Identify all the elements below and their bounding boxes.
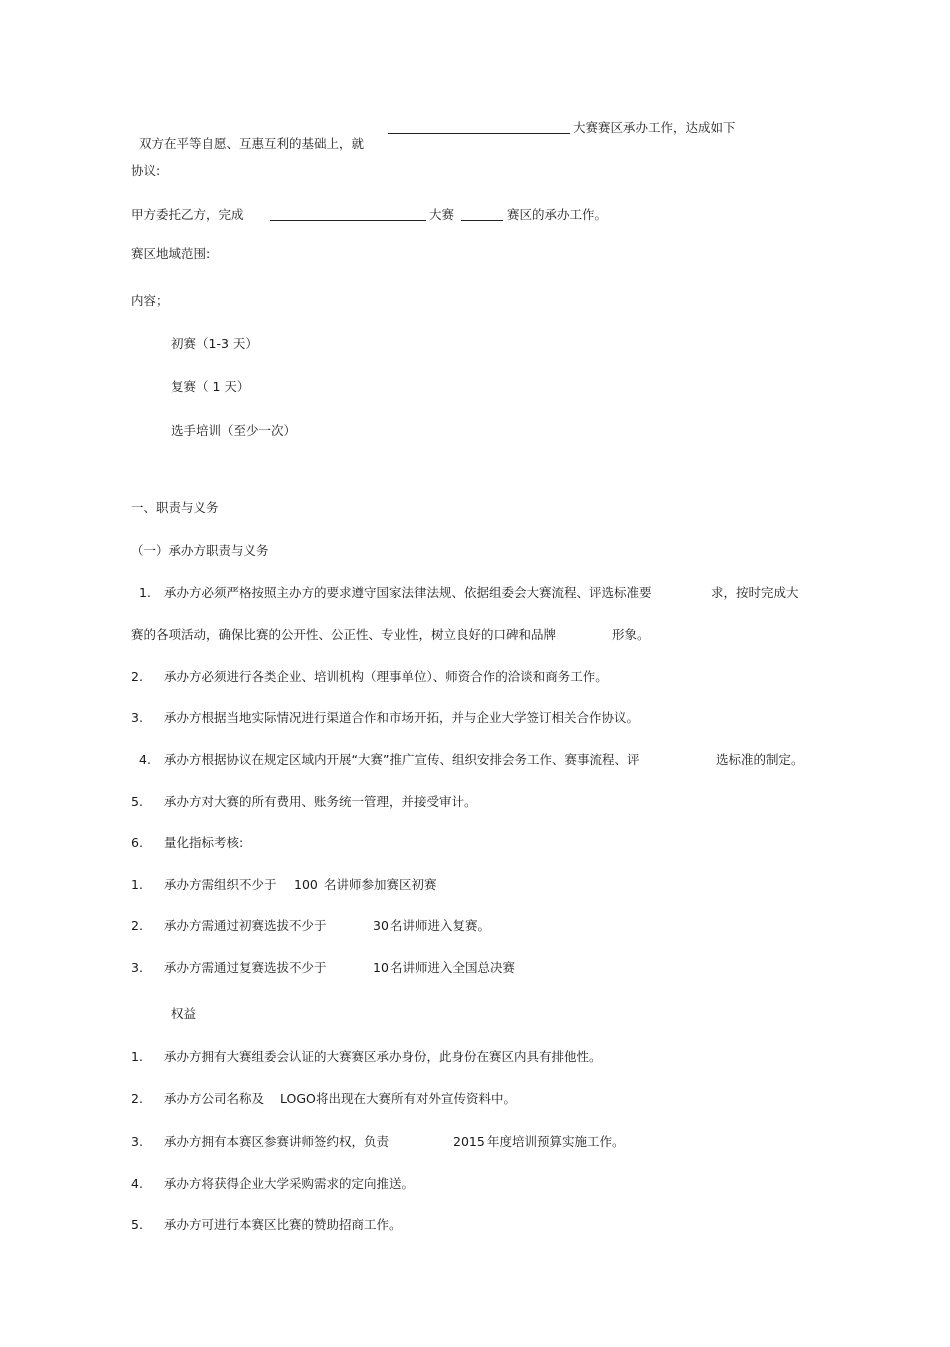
list-number: 5. <box>131 794 143 809</box>
rights-text: 承办方将获得企业大学采购需求的定向推送。 <box>164 1176 415 1191</box>
duty-text: 承办方必须严格按照主办方的要求遵守国家法律法规、依据组委会大赛流程、评选标准要 <box>164 585 652 600</box>
list-number: 1. <box>139 585 151 600</box>
content-item: 选手培训（至少一次） <box>171 423 297 438</box>
region-scope-label: 赛区地域范围: <box>131 246 211 261</box>
content-item: 复赛（ 1 天） <box>171 379 250 394</box>
list-number: 3. <box>131 1134 143 1149</box>
kpi-text-end: 名讲师参加赛区初赛 <box>324 877 437 892</box>
duty-text-continued-end: 形象。 <box>612 627 650 642</box>
rights-text: 承办方可进行本赛区比赛的赞助招商工作。 <box>164 1217 402 1232</box>
kpi-text: 承办方需通过初赛选拔不少于 <box>164 918 327 933</box>
list-number: 2. <box>131 918 143 933</box>
rights-value: 2015 <box>453 1134 485 1149</box>
rights-text-end: 年度培训预算实施工作。 <box>487 1134 625 1149</box>
kpi-value: 100 <box>294 877 318 892</box>
list-number: 5. <box>131 1217 143 1232</box>
fill-in-blank-region <box>461 208 503 221</box>
intro-line-2: 协议: <box>131 163 161 178</box>
kpi-text: 承办方需组织不少于 <box>164 877 277 892</box>
fill-in-blank-event-name <box>388 121 570 134</box>
duty-text: 承办方根据协议在规定区域内开展“大赛”推广宣传、组织安排会务工作、赛事流程、评 <box>164 752 640 767</box>
duty-text: 量化指标考核: <box>164 835 244 850</box>
section-title: 一、职责与义务 <box>131 500 219 515</box>
kpi-text: 承办方需通过复赛选拔不少于 <box>164 960 327 975</box>
delegation-line: 甲方委托乙方，完成 <box>131 207 244 222</box>
intro-line-1-end: 大赛赛区承办工作，达成如下 <box>573 120 736 135</box>
duty-text: 承办方对大赛的所有费用、账务统一管理，并接受审计。 <box>164 794 477 809</box>
rights-text: 承办方拥有本赛区参赛讲师签约权，负责 <box>164 1134 390 1149</box>
list-number: 3. <box>131 960 143 975</box>
delegation-end: 赛区的承办工作。 <box>507 207 608 222</box>
kpi-text-end: 名讲师进入复赛。 <box>390 918 491 933</box>
list-number: 1. <box>131 1049 143 1064</box>
list-number: 4. <box>131 1176 143 1191</box>
duty-text-continued: 赛的各项活动，确保比赛的公开性、公正性、专业性，树立良好的口碑和品牌 <box>131 627 557 642</box>
rights-text-end: 将出现在大赛所有对外宣传资料中。 <box>316 1091 517 1106</box>
subsection-title: （一）承办方职责与义务 <box>131 543 269 558</box>
intro-line-1 <box>131 120 364 152</box>
content-label: 内容； <box>131 293 169 308</box>
delegation-mid: 大赛 <box>429 207 455 222</box>
duty-text-end: 选标准的制定。 <box>716 752 804 767</box>
list-number: 1. <box>131 877 143 892</box>
list-number: 2. <box>131 669 143 684</box>
duty-text: 承办方必须进行各类企业、培训机构（理事单位）、师资合作的洽谈和商务工作。 <box>164 669 608 684</box>
list-number: 6. <box>131 835 143 850</box>
kpi-text-end: 名讲师进入全国总决赛 <box>390 960 516 975</box>
kpi-value: 10 <box>373 960 389 975</box>
kpi-value: 30 <box>373 918 389 933</box>
duty-text-end: 求，按时完成大 <box>711 585 799 600</box>
list-number: 2. <box>131 1091 143 1106</box>
rights-value: LOGO <box>280 1091 316 1106</box>
intro-text-before-blank: 双方在平等自愿、互惠互利的基础上，就 <box>138 136 364 151</box>
rights-text: 承办方公司名称及 <box>164 1091 265 1106</box>
duty-text: 承办方根据当地实际情况进行渠道合作和市场开拓，并与企业大学签订相关合作协议。 <box>164 710 640 725</box>
rights-title: 权益 <box>171 1006 197 1021</box>
list-number: 3. <box>131 710 143 725</box>
fill-in-blank-contest-name <box>270 208 426 221</box>
content-item: 初赛（1-3 天） <box>171 336 258 351</box>
rights-text: 承办方拥有大赛组委会认证的大赛赛区承办身份，此身份在赛区内具有排他性。 <box>164 1049 602 1064</box>
list-number: 4. <box>139 752 151 767</box>
